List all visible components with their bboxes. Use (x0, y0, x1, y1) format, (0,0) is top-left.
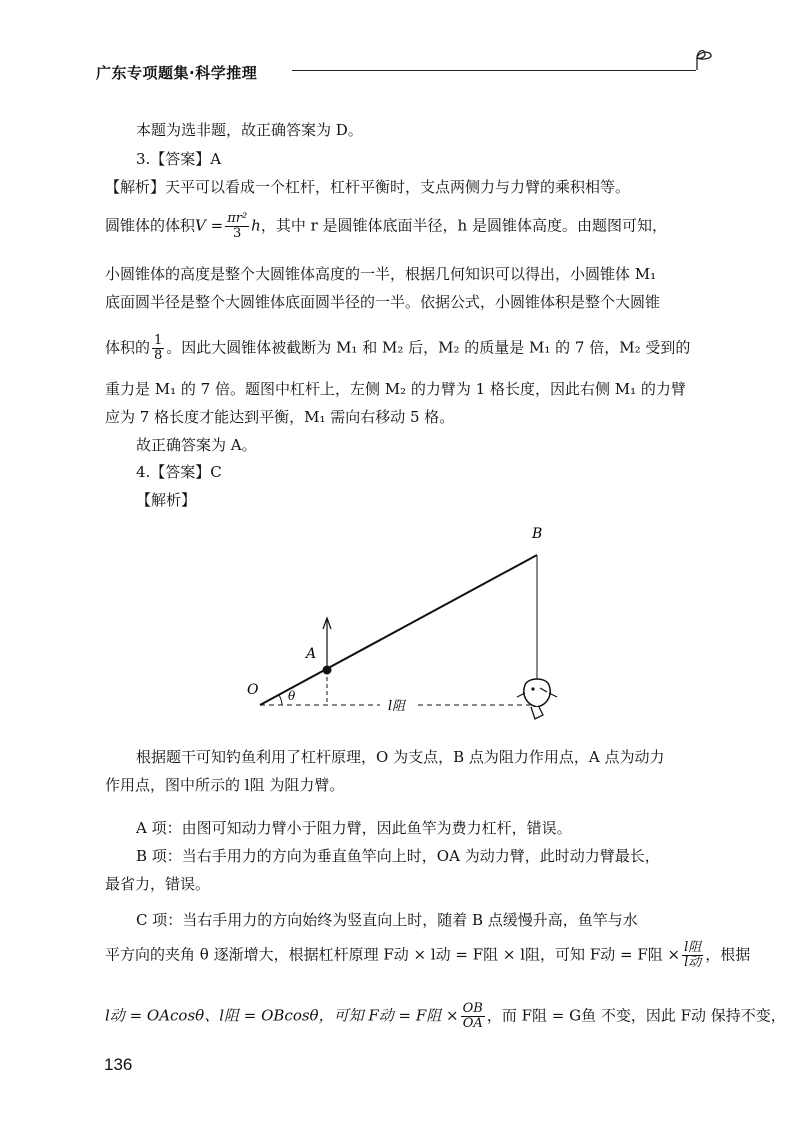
fishing-rod (260, 555, 537, 705)
analysis-4-line-1: 根据题干可知钓鱼利用了杠杆原理，O 为支点，B 点为阻力作用点，A 点为动力 (136, 748, 665, 766)
text-segment: ，根据 (705, 945, 751, 964)
option-c-analysis-3 (105, 1002, 786, 1031)
fraction-denominator: 8 (154, 348, 163, 363)
analysis-3-line-5 (105, 334, 690, 363)
lever-fraction (682, 941, 703, 970)
option-c-analysis-1: C 项：当右手用力的方向始终为竖直向上时，随着 B 点缓慢升高，鱼竿与水 (136, 911, 638, 929)
analysis-3-line-7: 应为 7 格长度才能达到平衡，M₁ 需向右移动 5 格。 (105, 408, 455, 426)
text-segment: l动 = OAcosθ、l阻 = OBcosθ，可知 F动 = F阻 × (105, 1006, 459, 1025)
label-b: B (532, 526, 543, 542)
option-b-analysis-1: B 项：当右手用力的方向为垂直鱼竿向上时，OA 为动力臂，此时动力臂最长， (136, 847, 660, 865)
analysis-4-heading: 【解析】 (136, 491, 197, 509)
fraction-denominator: OA (462, 1016, 483, 1031)
label-l-resist: l阻 (388, 699, 406, 714)
running-header (96, 56, 716, 86)
option-b-analysis-2: 最省力，错误。 (105, 875, 211, 893)
text-segment: 体积的 (105, 338, 151, 357)
volume-fraction (225, 212, 249, 241)
option-a-analysis: A 项：由图可知动力臂小于阻力臂，因此鱼竿为费力杠杆，错误。 (136, 819, 572, 837)
answer-conclusion: 故正确答案为 A。 (136, 436, 257, 454)
formula-lhs: V = (195, 216, 224, 235)
header-rule (292, 70, 696, 71)
fraction-denominator: 3 (233, 226, 242, 241)
analysis-4-line-2: 作用点，图中所示的 l阻 为阻力臂。 (105, 776, 345, 794)
label-theta: θ (288, 689, 296, 703)
option-c-analysis-2 (105, 941, 750, 970)
text-segment: 。因此大圆锥体被截断为 M₁ 和 M₂ 后，M₂ 的质量是 M₁ 的 7 倍，M₂ 受到的 (166, 338, 691, 357)
fraction-numerator: πr² (227, 211, 248, 226)
formula-h: h (251, 216, 261, 235)
point-a (323, 666, 332, 675)
fish-icon (517, 679, 557, 719)
analysis-3-line-4: 底面圆半径是整个大圆锥体底面圆半径的一半。依据公式，小圆锥体积是整个大圆锥 (105, 293, 661, 311)
header-title: 广东专项题集·科学推理 (96, 64, 258, 82)
text-segment: ，其中 r 是圆锥体底面半径，h 是圆锥体高度。由题图可知， (260, 216, 667, 235)
label-o: O (247, 682, 259, 698)
analysis-3-line-1: 【解析】天平可以看成一个杠杆，杠杆平衡时，支点两侧力与力臂的乘积相等。 (105, 178, 631, 196)
theta-arc (279, 695, 282, 705)
lever-diagram (230, 520, 590, 735)
page-number: 136 (104, 1055, 133, 1074)
text-segment: ，而 F阻 = G鱼 不变，因此 F动 保持不变， (486, 1006, 786, 1025)
text-segment: 平方向的夹角 θ 逐渐增大，根据杠杆原理 F动 × l动 = F阻 × l阻，可知 F动 = F阻 × (105, 945, 681, 964)
sprout-icon (694, 44, 718, 72)
answer-3: 3.【答案】A (136, 150, 222, 168)
answer-4: 4.【答案】C (136, 463, 222, 481)
text-segment: 圆锥体的体积 (105, 216, 196, 235)
one-eighth-fraction (152, 334, 164, 363)
analysis-3-line-2 (105, 212, 667, 241)
fraction-numerator: 1 (154, 333, 163, 348)
fraction-numerator: OB (462, 1001, 483, 1016)
ob-oa-fraction (461, 1002, 485, 1031)
analysis-3-line-6: 重力是 M₁ 的 7 倍。题图中杠杆上，左侧 M₂ 的力臂为 1 格长度，因此右侧 M₁ 的力臂 (105, 380, 686, 398)
fraction-denominator: l动 (684, 955, 702, 970)
analysis-3-line-3: 小圆锥体的高度是整个大圆锥体高度的一半，根据几何知识可以得出，小圆锥体 M₁ (105, 265, 657, 283)
label-a: A (306, 646, 317, 662)
fraction-numerator: l阻 (684, 940, 702, 955)
text-line: 本题为选非题，故正确答案为 D。 (136, 121, 363, 139)
